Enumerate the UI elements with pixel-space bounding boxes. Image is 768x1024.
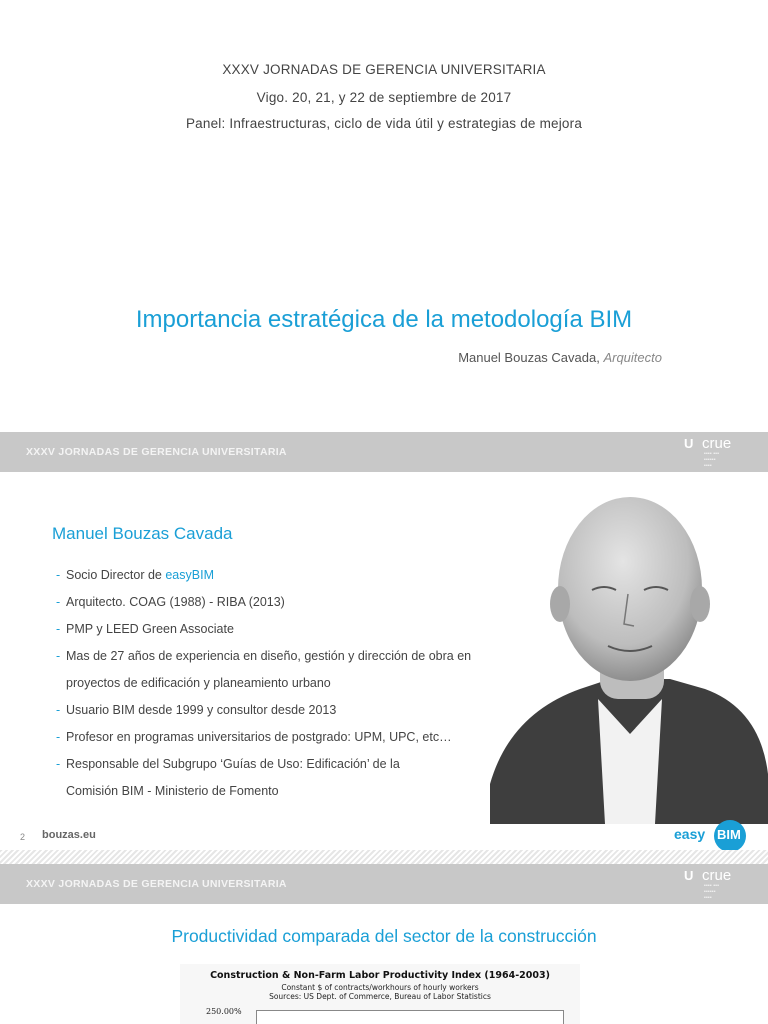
list-item (56, 562, 556, 589)
list-item (56, 589, 556, 616)
presentation-author (458, 350, 662, 365)
list-item (56, 643, 556, 697)
speaker-name: Manuel Bouzas Cavada (52, 524, 233, 543)
speaker-portrait (490, 484, 768, 824)
bullet-continuation: proyectos de edificación y planeamiento urbano (66, 676, 331, 690)
bullet-dash: - (56, 757, 61, 771)
plot-area (256, 1010, 564, 1024)
productivity-chart (180, 964, 580, 1024)
productivity-slide (0, 904, 768, 1024)
author-name: Manuel Bouzas Cavada, (458, 350, 604, 365)
bullet-text: PMP y LEED Green Associate (66, 622, 234, 636)
y-tick-label: 250.00% (206, 1007, 242, 1016)
crue-logo (684, 868, 748, 900)
list-item (56, 697, 556, 724)
bullet-dash: - (56, 649, 61, 663)
chart-subtitle: Constant $ of contracts/workhours of hourly workers (281, 983, 479, 992)
crue-logo (684, 436, 748, 468)
bullet-dash: - (56, 568, 61, 582)
bullet-dash: - (56, 622, 61, 636)
title-slide (0, 0, 768, 432)
bullet-continuation: Comisión BIM - Ministerio de Fomento (66, 784, 279, 798)
easybim-logo-bim: BIM (717, 827, 741, 842)
crue-logo-word: crue (702, 435, 732, 452)
bullet-dash: - (56, 595, 61, 609)
chart-title: Construction & Non-Farm Labor Productivity Index (1964-2003) (210, 970, 550, 981)
bio-slide (0, 472, 768, 850)
crue-mark-icon: U (684, 436, 694, 451)
chart-source: Sources: US Dept. of Commerce, Bureau of Labor Statistics (269, 992, 491, 1001)
conference-name: XXXV JORNADAS DE GERENCIA UNIVERSITARIA (222, 62, 546, 77)
bullet-dash: - (56, 730, 61, 744)
presentation-title: Importancia estratégica de la metodología BIM (135, 306, 633, 333)
bullet-text: Usuario BIM desde 1999 y consultor desde 2013 (66, 703, 337, 717)
author-role: Arquitecto (603, 350, 662, 365)
bullet-text: Mas de 27 años de experiencia en diseño, gestión y dirección de obra en (66, 649, 472, 663)
bullet-text: Profesor en programas universitarios de postgrado: UPM, UPC, etc… (66, 730, 452, 744)
bio-list (56, 562, 556, 805)
slide-title: Productividad comparada del sector de la construcción (171, 926, 597, 946)
band-label: XXXV JORNADAS DE GERENCIA UNIVERSITARIA (26, 878, 287, 890)
easybim-logo-easy: easy (674, 826, 706, 842)
crue-logo-subtext: ▪▪▪▪ ▪▪▪ ▪▪▪▪▪▪ ▪▪▪▪ (704, 451, 720, 469)
list-item (56, 724, 556, 751)
conference-panel: Panel: Infraestructuras, ciclo de vida útil y estrategias de mejora (185, 116, 583, 131)
conference-date: Vigo. 20, 21, y 22 de septiembre de 2017 (256, 90, 512, 105)
slide-header-band (0, 432, 768, 472)
footer-url: bouzas.eu (42, 829, 96, 841)
crue-mark-icon: U (684, 868, 694, 883)
bullet-dash: - (56, 703, 61, 717)
easybim-logo (674, 820, 750, 848)
page-number: 2 (20, 832, 26, 842)
slide-divider-hatch (0, 850, 768, 864)
band-label: XXXV JORNADAS DE GERENCIA UNIVERSITARIA (26, 446, 287, 458)
bullet-text: Arquitecto. COAG (1988) - RIBA (2013) (66, 595, 285, 609)
crue-logo-word: crue (702, 867, 732, 884)
easybim-link: easyBIM (165, 568, 214, 582)
crue-logo-subtext: ▪▪▪▪ ▪▪▪ ▪▪▪▪▪▪ ▪▪▪▪ (704, 883, 720, 901)
bullet-text: Responsable del Subgrupo ‘Guías de Uso: Edificación’ de la (66, 757, 400, 771)
list-item (56, 616, 556, 643)
list-item (56, 751, 556, 805)
bullet-text: Socio Director de (66, 568, 166, 582)
slide-header-band (0, 864, 768, 904)
